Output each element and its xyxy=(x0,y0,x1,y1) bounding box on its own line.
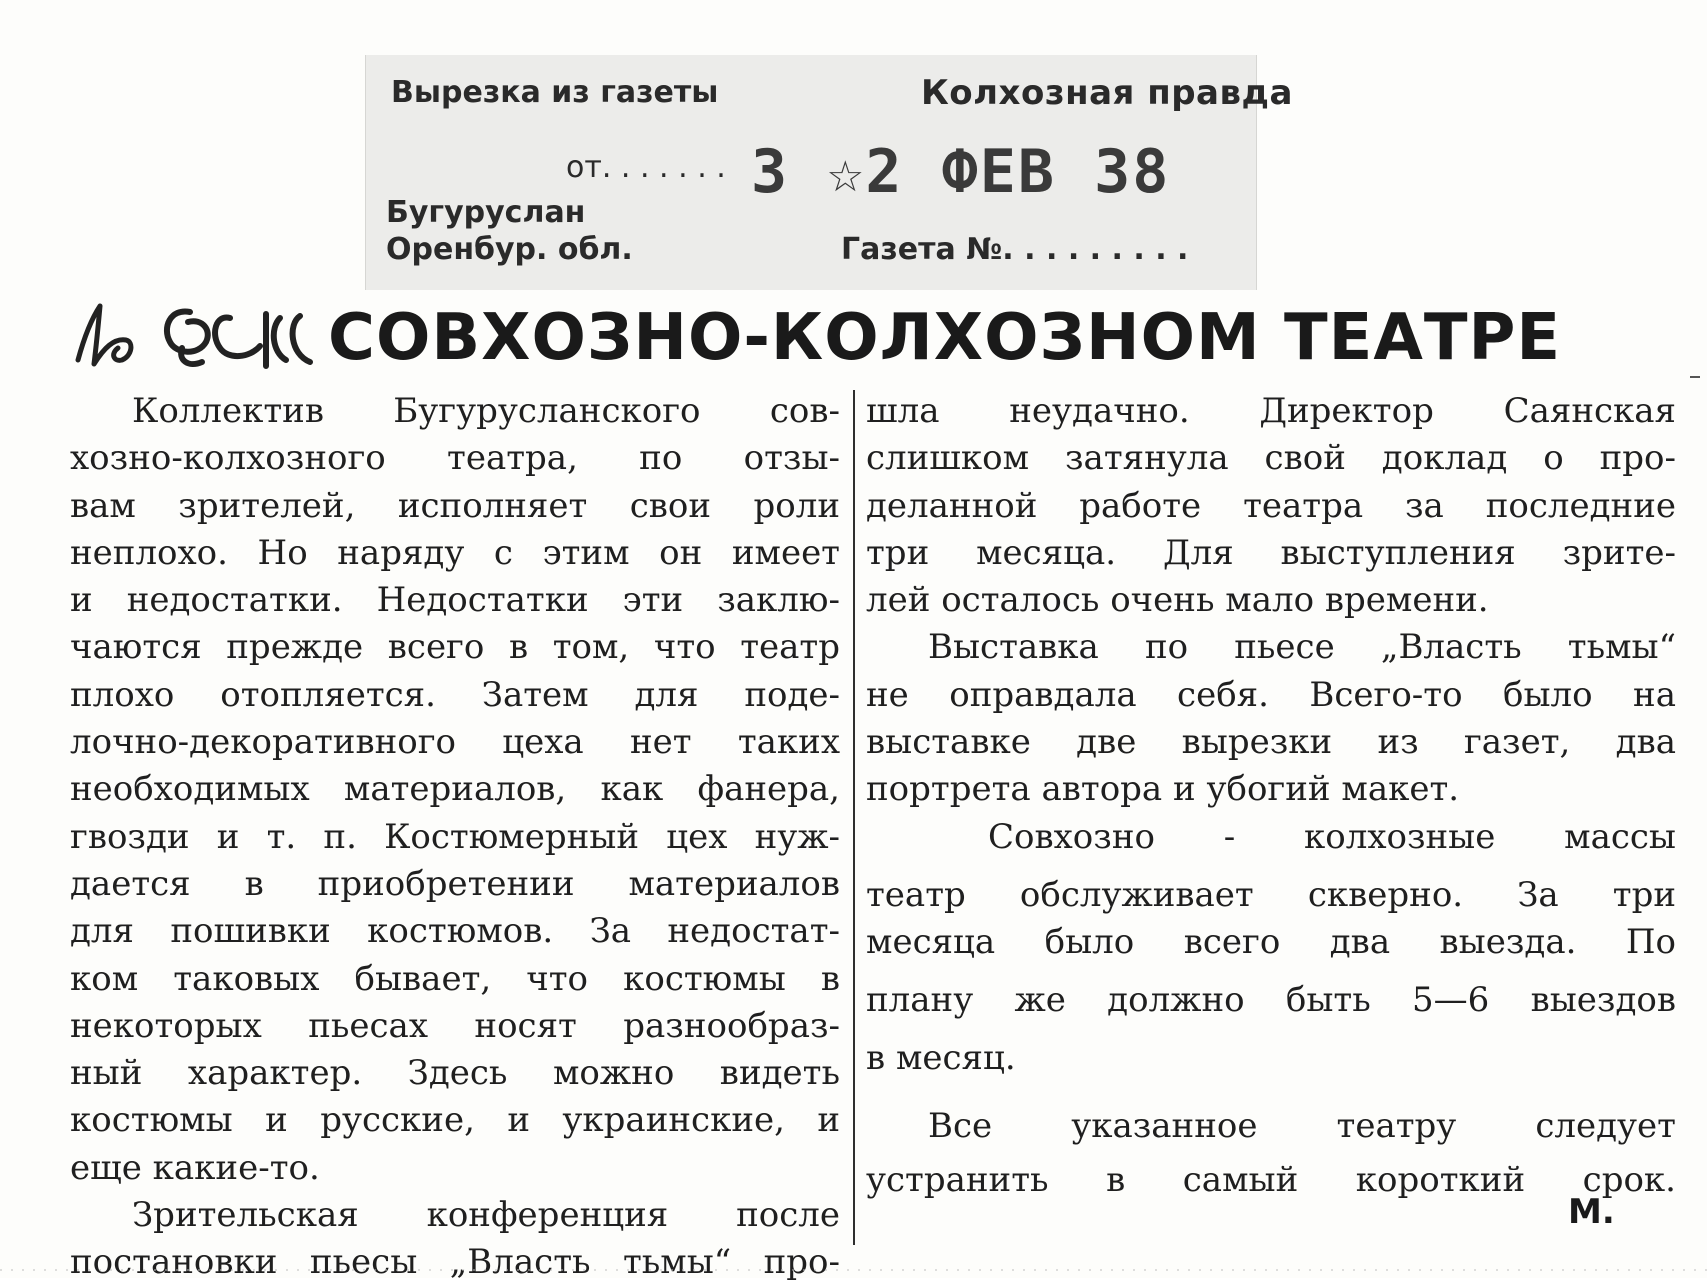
stamp-from-label: от. . . . . . . xyxy=(566,150,726,185)
article-line: плохо отопляется. Затем для поде- xyxy=(70,674,840,715)
article-line: лочно-декоративного цеха нет таких xyxy=(70,722,840,763)
article-line: гвозди и т. п. Костюмерный цех нуж- xyxy=(70,816,840,857)
article-line: необходимых материалов, как фанера, xyxy=(70,769,840,810)
article-line: Выставка по пьесе „Власть тьмы“ xyxy=(928,627,1676,668)
article-line: Коллектив Бугурусланского сов- xyxy=(132,391,840,431)
author-signature: М. xyxy=(1568,1192,1615,1232)
scan-edge-noise xyxy=(0,1262,1707,1278)
stamp-issue-label: Газета №. . . . . . . . . xyxy=(841,232,1189,267)
left-column xyxy=(70,388,840,1287)
article-line: хозно-колхозного театра, по отзы- xyxy=(70,438,840,479)
article-line: для пошивки костюмов. За недостат- xyxy=(70,911,840,952)
article-line: неплохо. Но наряду с этим он имеет xyxy=(70,532,840,573)
article-line: чаются прежде всего в том, что театр xyxy=(70,627,840,668)
article-line: постановки пьесы „Власть тьмы“ про- xyxy=(70,1242,840,1283)
article-line: шла неудачно. Директор Саянская xyxy=(866,391,1676,431)
article-line: портрета автора и убогий макет. xyxy=(866,769,1460,810)
article-line: дается в приобретении материалов xyxy=(70,863,840,904)
article-line: лей осталось очень мало времени. xyxy=(866,580,1489,621)
stamp-city: Бугуруслан xyxy=(386,195,586,230)
article-line: еще какие-то. xyxy=(70,1147,320,1188)
stamp-label: Вырезка из газеты xyxy=(391,75,719,110)
right-column xyxy=(866,388,1676,1204)
article-line: Совхозно - колхозные массы xyxy=(988,816,1676,857)
handwritten-correction-icon xyxy=(70,298,330,378)
article-line: три месяца. Для выступления зрите- xyxy=(866,532,1676,573)
article-line: некоторых пьесах носят разнообраз- xyxy=(70,1005,840,1046)
article-line: ком таковых бывает, что костюмы в xyxy=(70,958,840,999)
column-divider xyxy=(853,390,855,1245)
article-line: вам зрителей, исполняет свои роли xyxy=(70,485,840,526)
article-line: костюмы и русские, и украинские, и xyxy=(70,1100,840,1141)
headline-text: СОВХОЗНО-КОЛХОЗНОМ ТЕАТРЕ xyxy=(328,301,1562,375)
stamp-region: Оренбур. обл. xyxy=(386,232,633,267)
article-line: Зрительская конференция после xyxy=(132,1195,840,1236)
article-line: месяца было всего два выезда. По xyxy=(866,921,1676,962)
article-line: не оправдала себя. Всего-то было на xyxy=(866,674,1676,715)
article-line: слишком затянула свой доклад о про- xyxy=(866,438,1676,479)
stamp-newspaper-name: Колхозная правда xyxy=(921,73,1293,113)
article-line: театр обслуживает скверно. За три xyxy=(866,874,1676,915)
article-line: плану же должно быть 5—6 выездов xyxy=(866,979,1676,1020)
article-line: выставке две вырезки из газет, два xyxy=(866,722,1676,763)
article-headline xyxy=(70,298,1670,378)
article-line: деланной работе театра за последние xyxy=(866,485,1676,526)
stamp-date: 3 ☆2 ФЕВ 38 xyxy=(751,137,1171,207)
article-line: ный характер. Здесь можно видеть xyxy=(70,1053,840,1094)
clipping-stamp xyxy=(365,55,1293,290)
article-line: в месяц. xyxy=(866,1037,1016,1078)
article-line: устранить в самый короткий срок. xyxy=(866,1159,1676,1200)
article-line: Все указанное театру следует xyxy=(928,1105,1676,1146)
edge-mark xyxy=(1690,376,1700,378)
article-line: и недостатки. Недостатки эти заклю- xyxy=(70,580,840,621)
